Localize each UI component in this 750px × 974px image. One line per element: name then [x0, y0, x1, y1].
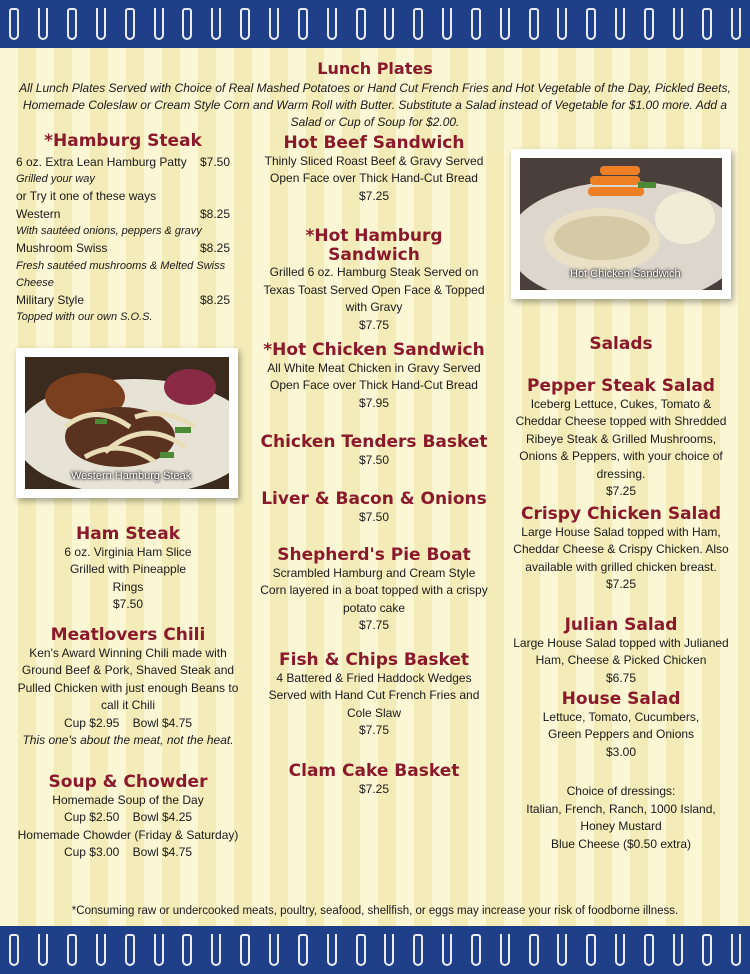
- hot-beef-price: $7.25: [358, 188, 390, 203]
- knife-icon: [471, 934, 481, 966]
- hamburg-row: [16, 292, 230, 310]
- row-price: $7.50: [199, 154, 230, 169]
- fork-icon: [673, 8, 683, 40]
- ham-steak-section: [14, 525, 242, 614]
- row-label: Western: [16, 206, 61, 221]
- knife-icon: [298, 934, 308, 966]
- chili-section: [14, 626, 242, 750]
- western-hamburg-photo: [16, 348, 238, 498]
- soup-title: Soup & Chowder: [48, 772, 208, 792]
- fork-icon: [442, 8, 452, 40]
- house-salad-price: $3.00: [605, 744, 637, 759]
- julian-title: Julian Salad: [564, 615, 678, 635]
- hot-beef-section: [258, 134, 490, 205]
- knife-icon: [182, 934, 192, 966]
- dressings-line: Blue Cheese ($0.50 extra): [550, 836, 692, 851]
- chili-desc: Ken's Award Winning Chili made with Ground Beef & Pork, Shaved Steak and Pulled Chicken with just enough Beans to call it Chili: [17, 645, 239, 713]
- fork-icon: [211, 8, 221, 40]
- fork-icon: [500, 934, 510, 966]
- fork-icon: [615, 934, 625, 966]
- dressings-label: Choice of dressings:: [566, 784, 676, 798]
- knife-icon: [67, 934, 77, 966]
- fork-icon: [211, 934, 221, 966]
- hot-beef-title: Hot Beef Sandwich: [283, 133, 465, 153]
- salads-header: [512, 335, 730, 354]
- fork-icon: [442, 934, 452, 966]
- clam-section: [258, 762, 490, 798]
- crispy-chicken-section: [512, 505, 730, 594]
- hot-hamburg-section: [258, 227, 490, 334]
- fork-icon: [269, 934, 279, 966]
- fork-icon: [500, 8, 510, 40]
- fish-desc: 4 Battered & Fried Haddock Wedges Served with Hand Cut French Fries and Cole Slaw: [268, 670, 480, 720]
- chili-tagline: This one's about the meat, not the heat.: [22, 733, 234, 748]
- knife-icon: [298, 8, 308, 40]
- knife-icon: [702, 8, 712, 40]
- fork-icon: [731, 8, 741, 40]
- liver-title: Liver & Bacon & Onions: [261, 489, 487, 509]
- knife-icon: [471, 8, 481, 40]
- knife-icon: [413, 8, 423, 40]
- fork-icon: [384, 934, 394, 966]
- crispy-chicken-price: $7.25: [605, 577, 637, 592]
- food-safety-disclaimer: *Consuming raw or undercooked meats, poultry, seafood, shellfish, or eggs may increase your risk of foodborne illness.: [71, 905, 679, 917]
- shepherd-section: [258, 546, 490, 635]
- hamburg-row: [16, 154, 230, 172]
- row-label: or Try it one of these ways: [16, 189, 157, 204]
- knife-icon: [240, 8, 250, 40]
- hamburg-row: [16, 240, 230, 258]
- hamburg-steak-section: [16, 132, 230, 326]
- clam-title: Clam Cake Basket: [288, 761, 460, 781]
- soup-line: Homemade Soup of the Day: [52, 792, 204, 807]
- knife-icon: [356, 8, 366, 40]
- knife-icon: [240, 934, 250, 966]
- hot-chicken-desc: All White Meat Chicken in Gravy Served Open Face over Thick Hand-Cut Bread: [267, 360, 481, 393]
- salads-title: Salads: [589, 334, 653, 354]
- fork-icon: [38, 8, 48, 40]
- crispy-chicken-title: Crispy Chicken Salad: [520, 504, 722, 524]
- bottom-border-band: [0, 926, 750, 974]
- lunch-plates-title: Lunch Plates: [317, 59, 433, 78]
- row-price: $8.25: [199, 241, 230, 256]
- fork-icon: [557, 8, 567, 40]
- row-note: Grilled your way: [16, 173, 95, 186]
- knife-icon: [702, 934, 712, 966]
- row-label: Mushroom Swiss: [16, 241, 108, 256]
- house-salad-title: House Salad: [561, 689, 681, 709]
- hot-hamburg-price: $7.75: [358, 317, 390, 332]
- row-label: 6 oz. Extra Lean Hamburg Patty: [16, 154, 187, 169]
- soup-line: Cup $2.50 Bowl $4.25: [63, 810, 193, 825]
- hamburg-row: [16, 206, 230, 224]
- knife-icon: [529, 934, 539, 966]
- fish-title: Fish & Chips Basket: [279, 650, 469, 670]
- fork-icon: [96, 934, 106, 966]
- dressings-line: Honey Mustard: [580, 819, 662, 833]
- knife-icon: [413, 934, 423, 966]
- fork-icon: [327, 8, 337, 40]
- fork-icon: [673, 934, 683, 966]
- hot-hamburg-title: *Hot Hamburg: [305, 226, 443, 246]
- knife-icon: [182, 8, 192, 40]
- hot-chicken-price: $7.95: [358, 395, 390, 410]
- pepper-steak-section: [512, 377, 730, 501]
- chili-title: Meatlovers Chili: [50, 625, 206, 645]
- tenders-price: $7.50: [358, 452, 390, 467]
- fork-icon: [38, 934, 48, 966]
- julian-section: [512, 616, 730, 687]
- pepper-steak-desc: Iceberg Lettuce, Cukes, Tomato & Cheddar Cheese topped with Shredded Ribeye Steak & Grilled Mushrooms, Onions & Peppers, with your choice of dressing.: [515, 396, 727, 481]
- lunch-plates-intro: All Lunch Plates Served with Choice of Real Mashed Potatoes or Hand Cut French Fries and Hot Vegetable of the Day, Pickled Beets, Homemade Coleslaw or Cream Style Corn and Warm Roll with Butter. Substitute a Salad instead of Vegetable for $1.00 more. Add a Salad or Cup of Soup for $2.00.: [19, 81, 731, 129]
- soup-line: Homemade Chowder (Friday & Saturday): [17, 827, 239, 842]
- ham-steak-desc: 6 oz. Virginia Ham Slice Grilled with Pineapple Rings: [64, 544, 192, 594]
- knife-icon: [586, 934, 596, 966]
- pepper-steak-title: Pepper Steak Salad: [527, 376, 715, 396]
- liver-price: $7.50: [358, 509, 390, 524]
- clam-price: $7.25: [358, 781, 390, 796]
- hamburg-row: [16, 188, 230, 206]
- hot-beef-desc: Thinly Sliced Roast Beef & Gravy Served Open Face over Thick Hand-Cut Bread: [264, 153, 484, 186]
- house-salad-section: [512, 690, 730, 761]
- shepherd-desc: Scrambled Hamburg and Cream Style Corn layered in a boat topped with a crispy potato cake: [260, 565, 488, 615]
- row-note: Fresh sautéed mushrooms & Melted Swiss Cheese: [16, 259, 226, 289]
- knife-icon: [529, 8, 539, 40]
- menu-page: [0, 48, 750, 926]
- liver-section: [258, 490, 490, 526]
- western-photo-caption: Western Hamburg Steak: [71, 470, 192, 482]
- julian-price: $6.75: [605, 670, 637, 685]
- knife-icon: [644, 8, 654, 40]
- chicken-photo-caption: Hot Chicken Sandwich: [570, 268, 681, 280]
- soup-line: Cup $3.00 Bowl $4.75: [63, 845, 193, 860]
- hamburg-steak-title: *Hamburg Steak: [44, 131, 202, 151]
- fork-icon: [327, 934, 337, 966]
- shepherd-title: Shepherd's Pie Boat: [277, 545, 471, 565]
- row-label: Military Style: [16, 292, 85, 307]
- shepherd-price: $7.75: [358, 618, 390, 633]
- knife-icon: [356, 934, 366, 966]
- hot-chicken-photo: [511, 149, 731, 299]
- ham-steak-title: Ham Steak: [75, 524, 180, 544]
- fork-icon: [154, 8, 164, 40]
- hot-chicken-section: [258, 341, 490, 412]
- knife-icon: [125, 934, 135, 966]
- tenders-title: Chicken Tenders Basket: [260, 432, 488, 452]
- knife-icon: [586, 8, 596, 40]
- top-border-band: [0, 0, 750, 48]
- house-salad-desc: Lettuce, Tomato, Cucumbers, Green Peppers and Onions: [542, 709, 700, 742]
- food-image: [520, 158, 722, 290]
- knife-icon: [9, 934, 19, 966]
- tenders-section: [258, 433, 490, 469]
- hot-hamburg-desc: Grilled 6 oz. Hamburg Steak Served on Texas Toast Served Open Face & Topped with Gravy: [263, 265, 485, 315]
- fork-icon: [269, 8, 279, 40]
- hot-chicken-title: *Hot Chicken Sandwich: [263, 340, 485, 360]
- food-image: [25, 357, 229, 489]
- fish-price: $7.75: [358, 723, 390, 738]
- hot-hamburg-title-2: Sandwich: [328, 244, 420, 265]
- fish-section: [258, 651, 490, 740]
- fork-icon: [384, 8, 394, 40]
- pepper-steak-price: $7.25: [605, 484, 637, 499]
- row-price: $8.25: [199, 206, 230, 221]
- chili-price: Cup $2.95 Bowl $4.75: [63, 715, 193, 730]
- knife-icon: [9, 8, 19, 40]
- fork-icon: [96, 8, 106, 40]
- knife-icon: [644, 934, 654, 966]
- soup-section: [14, 773, 242, 862]
- crispy-chicken-desc: Large House Salad topped with Ham, Cheddar Cheese & Crispy Chicken. Also available with grilled chicken breast.: [513, 524, 729, 574]
- dressings-section: [512, 783, 730, 853]
- dressings-line: Italian, French, Ranch, 1000 Island,: [526, 801, 716, 816]
- knife-icon: [125, 8, 135, 40]
- fork-icon: [731, 934, 741, 966]
- julian-desc: Large House Salad topped with Julianed Ham, Cheese & Picked Chicken: [513, 635, 729, 668]
- row-note: With sautéed onions, peppers & gravy: [16, 225, 202, 238]
- knife-icon: [67, 8, 77, 40]
- row-note: Topped with our own S.O.S.: [16, 311, 153, 324]
- fork-icon: [557, 934, 567, 966]
- row-price: $8.25: [199, 292, 230, 307]
- fork-icon: [154, 934, 164, 966]
- ham-steak-price: $7.50: [112, 597, 144, 612]
- fork-icon: [615, 8, 625, 40]
